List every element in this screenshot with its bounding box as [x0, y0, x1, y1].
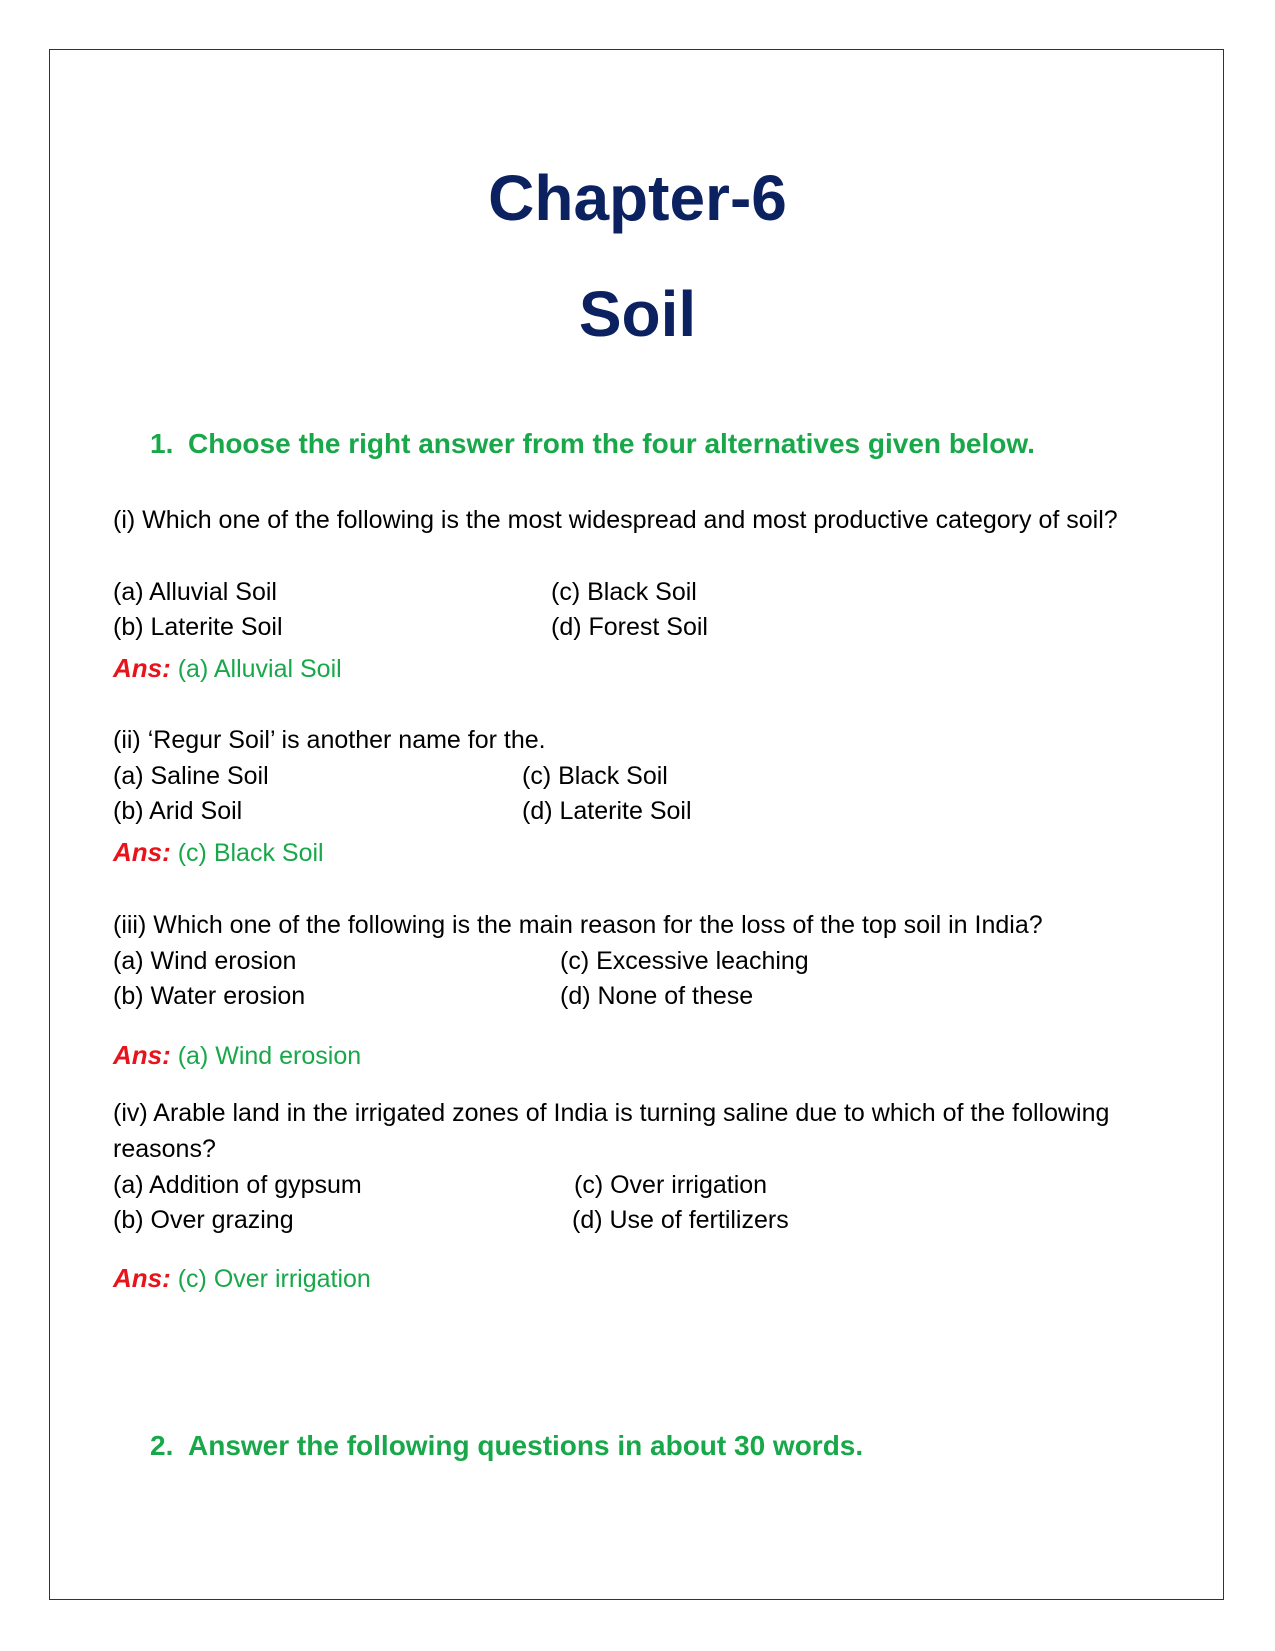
question-2-answer — [113, 834, 324, 871]
question-3-option-a: (a) Wind erosion — [113, 947, 297, 975]
question-1-option-a: (a) Alluvial Soil — [113, 578, 277, 606]
question-1-answer — [113, 650, 342, 687]
answer-value: (c) Black Soil — [177, 839, 324, 867]
question-4-option-d: (d) Use of fertilizers — [572, 1206, 789, 1234]
section-1-text: Choose the right answer from the four alternatives given below. — [188, 428, 1035, 459]
question-3-option-d: (d) None of these — [560, 982, 754, 1010]
question-2-option-d: (d) Laterite Soil — [522, 797, 692, 825]
section-2-number: 2. — [150, 1430, 174, 1461]
question-3-text: (iii) Which one of the following is the main reason for the loss of the top soil in India? — [113, 911, 1043, 939]
question-1-option-c: (c) Black Soil — [551, 578, 697, 606]
answer-value: (a) Wind erosion — [177, 1042, 362, 1070]
answer-label: Ans: — [113, 1040, 171, 1070]
subject-title: Soil — [578, 278, 697, 350]
question-2-option-c: (c) Black Soil — [522, 762, 668, 790]
question-1-text: (i) Which one of the following is the most widespread and most productive category of soil? — [113, 506, 1118, 534]
question-2-text: (ii) ‘Regur Soil’ is another name for the. — [113, 726, 546, 754]
answer-value: (c) Over irrigation — [177, 1265, 371, 1293]
question-2-option-b: (b) Arid Soil — [113, 797, 243, 825]
section-2-heading — [150, 1428, 863, 1464]
question-4-option-b: (b) Over grazing — [113, 1206, 294, 1234]
answer-label: Ans: — [113, 653, 171, 683]
chapter-title: Chapter-6 — [488, 162, 787, 234]
question-2-option-a: (a) Saline Soil — [113, 762, 269, 790]
section-2-text: Answer the following questions in about 30 words. — [188, 1430, 864, 1461]
question-1-option-b: (b) Laterite Soil — [113, 613, 283, 641]
question-4-text: (iv) Arable land in the irrigated zones of India is turning saline due to which of the following reasons? — [113, 1099, 1110, 1163]
question-3-option-c: (c) Excessive leaching — [560, 947, 809, 975]
question-4-answer — [113, 1260, 371, 1297]
question-3-option-b: (b) Water erosion — [113, 982, 306, 1010]
question-3-answer — [113, 1037, 361, 1074]
answer-value: (a) Alluvial Soil — [177, 655, 342, 683]
question-1-option-d: (d) Forest Soil — [551, 613, 708, 641]
section-1-heading — [150, 426, 1035, 462]
question-4-option-c: (c) Over irrigation — [574, 1171, 768, 1199]
section-1-number: 1. — [150, 428, 174, 459]
answer-label: Ans: — [113, 1263, 171, 1293]
question-4-option-a: (a) Addition of gypsum — [113, 1171, 362, 1199]
answer-label: Ans: — [113, 837, 171, 867]
